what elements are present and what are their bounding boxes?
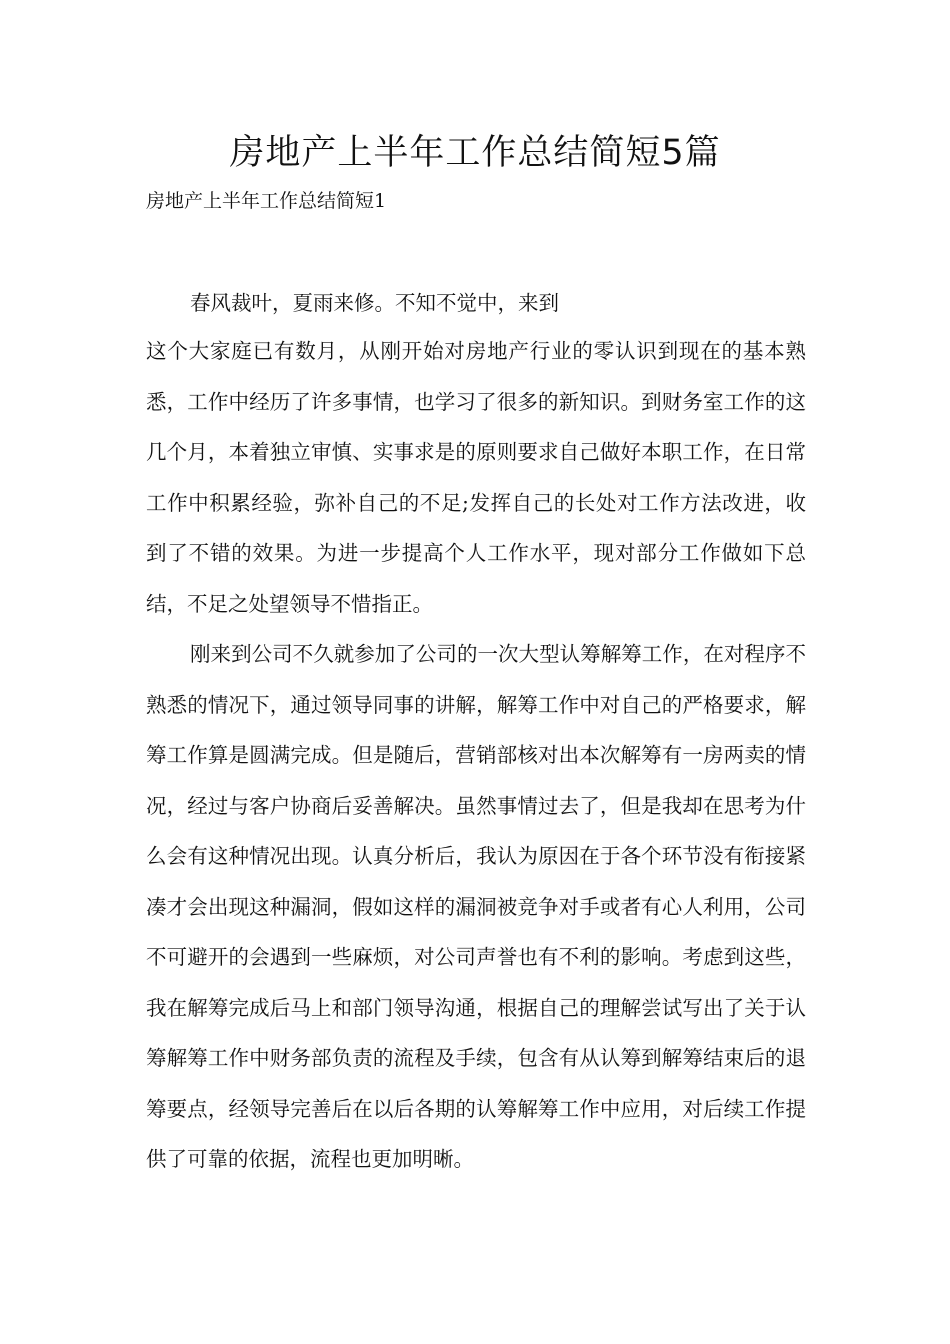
section-heading: 房地产上半年工作总结简短1: [146, 190, 387, 212]
body-paragraph-1: 这个大家庭已有数月，从刚开始对房地产行业的零认识到现在的基本熟悉，工作中经历了许多事情，也学习了很多的新知识。到财务室工作的这几个月，本着独立审慎、实事求是的原则要求自己做好本职工作，在日常工作中积累经验，弥补自己的不足;发挥自己的长处对工作方法改进，收到了不错的效果。为进一步提高个人工作水平，现对部分工作做如下总结，不足之处望领导不惜指正。: [146, 339, 806, 616]
opening-line: 春风裁叶，夏雨来修。不知不觉中，来到: [190, 291, 559, 315]
body-paragraph-2: 刚来到公司不久就参加了公司的一次大型认筹解筹工作，在对程序不熟悉的情况下，通过领导同事的讲解，解筹工作中对自己的严格要求，解筹工作算是圆满完成。但是随后，营销部核对出本次解筹有一房两卖的情况，经过与客户协商后妥善解决。虽然事情过去了，但是我却在思考为什么会有这种情况出现。认真分析后，我认为原因在于各个环节没有衔接紧凑才会出现这种漏洞，假如这样的漏洞被竞争对手或者有心人利用，公司不可避开的会遇到一些麻烦，对公司声誉也有不利的影响。考虑到这些，我在解筹完成后马上和部门领导沟通，根据自己的理解尝试写出了关于认筹解筹工作中财务部负责的流程及手续，包含有从认筹到解筹结束后的退筹要点，经领导完善后在以后各期的认筹解筹工作中应用，对后续工作提供了可靠的依据，流程也更加明晰。: [146, 642, 806, 1171]
document-title: 房地产上半年工作总结简短5篇: [229, 133, 721, 173]
